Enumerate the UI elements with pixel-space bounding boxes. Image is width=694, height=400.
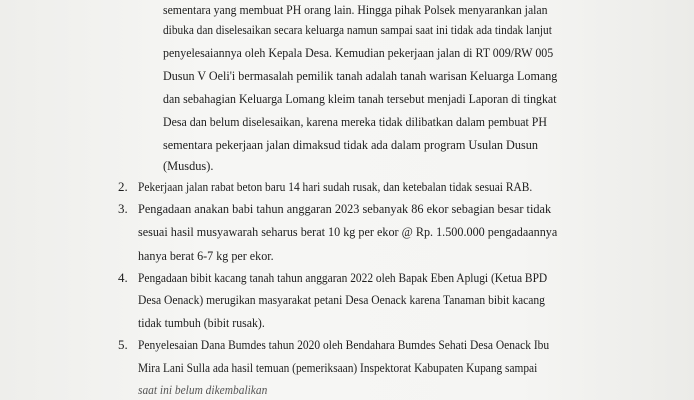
item-number: 3. — [118, 200, 128, 216]
item-number: 2. — [118, 178, 128, 194]
text-line: (Musdus). — [163, 158, 214, 174]
text-line: sementara pekerjaan jalan dimaksud tidak ada dalam program Usulan Dusun — [163, 136, 538, 152]
text-line: dibuka dan diselesaikan secara keluarga namun sampai saat ini tidak ada tindak lanjut — [163, 21, 552, 37]
item-number: 5. — [118, 336, 128, 352]
item-number: 4. — [118, 269, 128, 285]
text-line: Pekerjaan jalan rabat beton baru 14 hari sudah rusak, dan ketebalan tidak sesuai RAB. — [138, 178, 533, 194]
text-line: dan sebahagian Keluarga Lomang kleim tanah tersebut menjadi Laporan di tingkat — [163, 90, 557, 106]
text-line: hanya berat 6-7 kg per ekor. — [138, 247, 274, 263]
text-line: Pengadaan bibit kacang tanah tahun anggaran 2022 oleh Bapak Eben Aplugi (Ketua BPD — [138, 269, 548, 285]
text-line: Penyelesaian Dana Bumdes tahun 2020 oleh Bendahara Bumdes Sehati Desa Oenack Ibu — [138, 336, 550, 352]
text-line: penyelesaiannya oleh Kepala Desa. Kemudian pekerjaan jalan di RT 009/RW 005 — [163, 44, 554, 60]
text-line: Desa dan belum diselesaikan, karena mereka tidak dilibatkan dalam pembuat PH — [163, 113, 547, 129]
text-line: Mira Lani Sulla ada hasil temuan (pemeriksaan) Inspektorat Kabupaten Kupang sampai — [138, 359, 538, 375]
text-line: Desa Oenack) merugikan masyarakat petani Desa Oenack karena Tanaman bibit kacang — [138, 291, 545, 307]
text-line: Pengadaan anakan babi tahun anggaran 2023 sebanyak 86 ekor sebagian besar tidak — [138, 200, 552, 216]
text-line: saat ini belum dikembalikan — [138, 382, 268, 398]
text-line: Dusun V Oeli'i bermasalah pemilik tanah adalah tanah warisan Keluarga Lomang — [163, 67, 558, 83]
text-line: sesuai hasil musyawarah seharus berat 10 kg per ekor @ Rp. 1.500.000 pengadaannya — [138, 223, 558, 239]
text-line: sementara yang membuat PH orang lain. Hingga pihak Polsek menyarankan jalan — [163, 1, 548, 17]
text-line: tidak tumbuh (bibit rusak). — [138, 314, 265, 330]
